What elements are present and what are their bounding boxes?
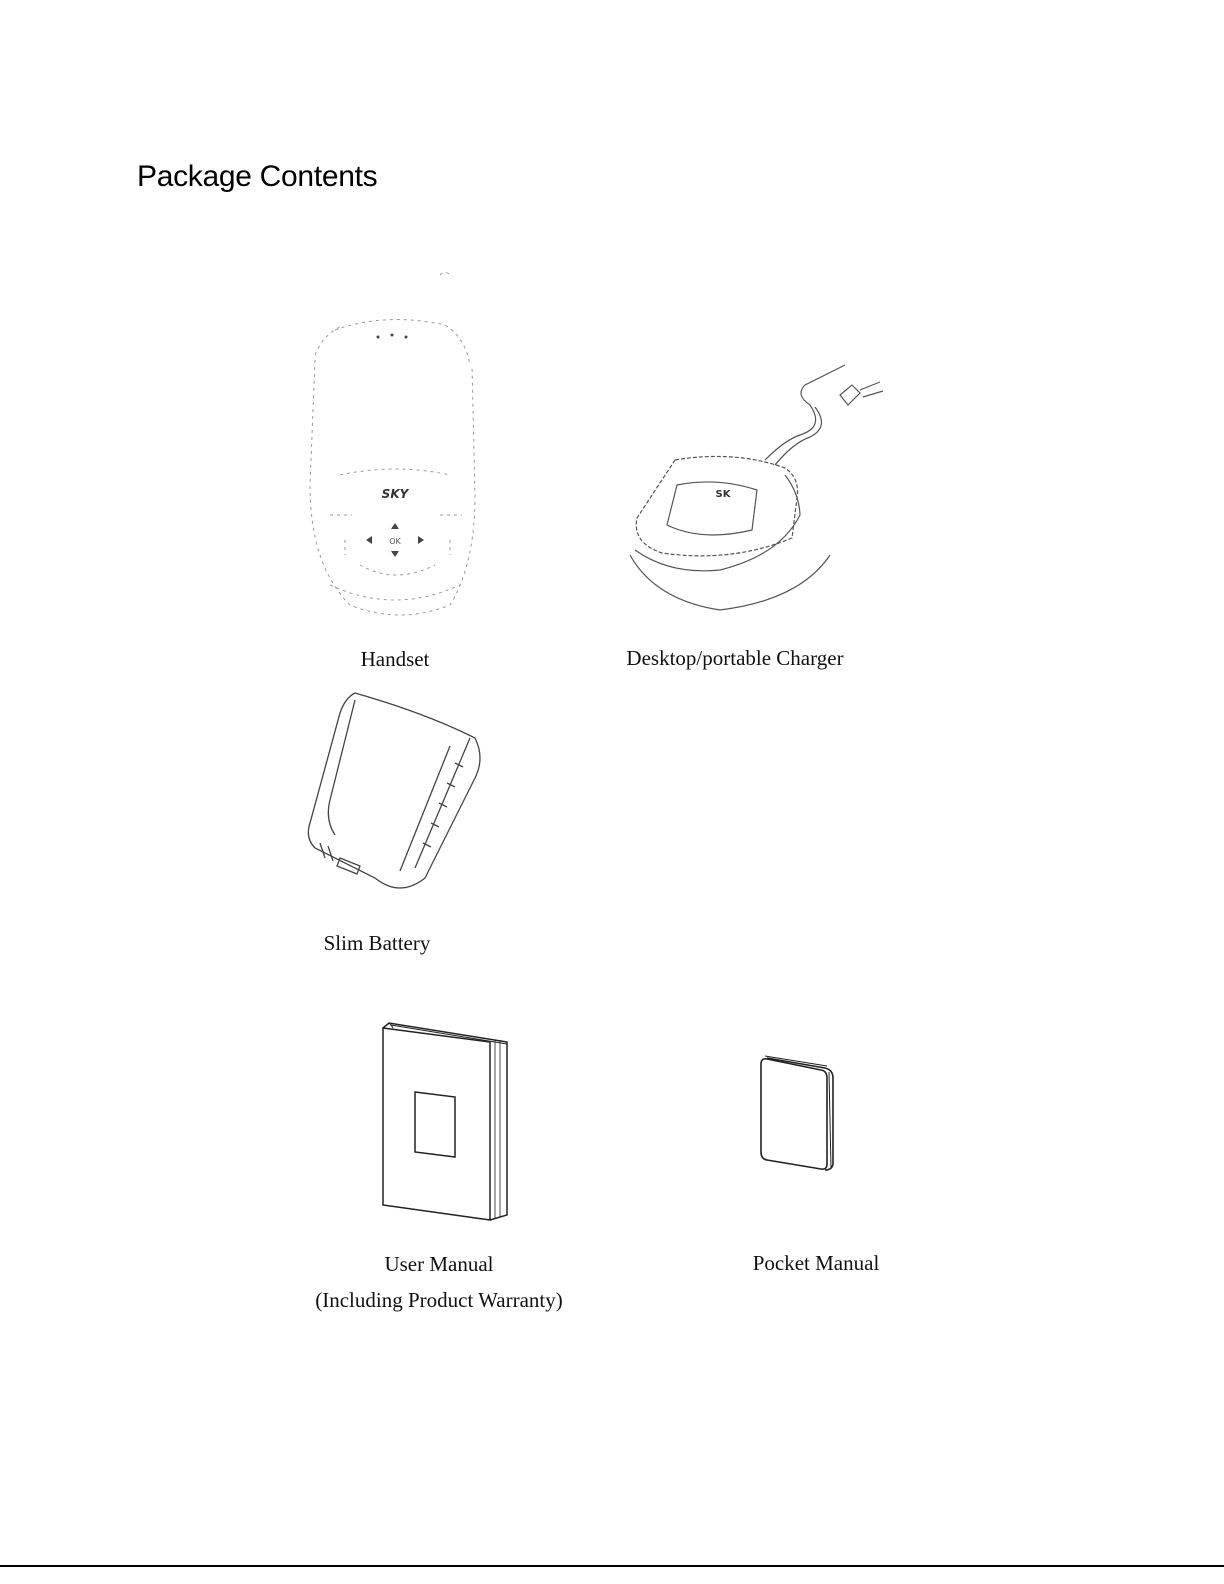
battery-label: Slim Battery xyxy=(323,931,431,955)
charger-label: Desktop/portable Charger xyxy=(626,646,844,670)
bottom-rule xyxy=(0,1565,1224,1567)
booklet-icon xyxy=(755,1052,840,1177)
handset-illustration xyxy=(300,265,490,625)
user-manual-label: User Manual xyxy=(384,1252,494,1276)
charger-illustration xyxy=(615,365,915,615)
user-manual-illustration xyxy=(375,1020,515,1225)
pocket-manual-illustration xyxy=(755,1052,840,1177)
user-manual-sublabel: (Including Product Warranty) xyxy=(315,1288,563,1312)
handset-icon xyxy=(300,265,490,625)
handset-brand-text: SKY xyxy=(381,487,409,501)
pocket-manual-label: Pocket Manual xyxy=(752,1251,880,1275)
charger-brand-text: SK xyxy=(715,489,731,500)
charger-icon xyxy=(615,365,915,615)
handset-ok-text: OK xyxy=(389,537,401,546)
page-title: Package Contents xyxy=(137,160,378,193)
handset-label: Handset xyxy=(360,647,430,671)
book-icon xyxy=(375,1020,515,1225)
battery-illustration xyxy=(300,688,490,898)
battery-icon xyxy=(300,688,490,898)
